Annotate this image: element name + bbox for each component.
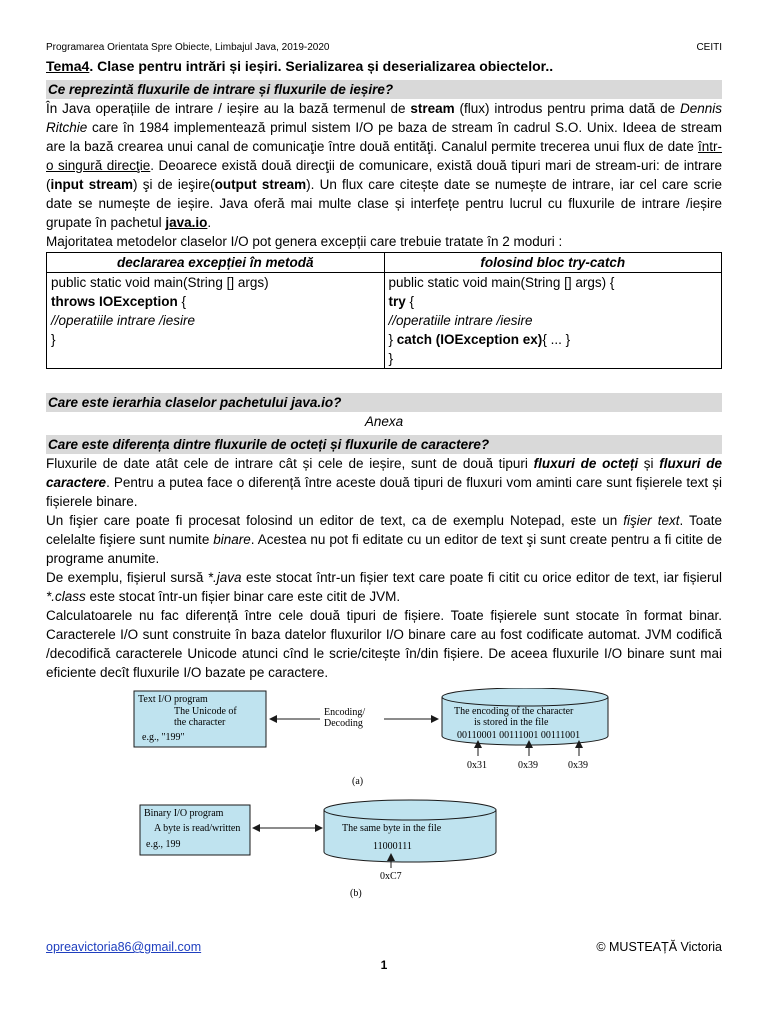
encoding-label-1: Encoding/ (324, 707, 366, 718)
text-io-line1: The Unicode of (174, 706, 237, 717)
title-text: . Clase pentru intrări și ieșiri. Serializarea și deserializarea obiectelor.. (89, 58, 554, 74)
table-header-try-catch: folosind bloc try-catch (384, 253, 722, 273)
text-run-bold: output stream (214, 177, 307, 192)
text-run-italic: Dennis Ritchie (46, 101, 723, 135)
text-io-example: e.g., "199" (142, 732, 185, 743)
io-diagram (46, 688, 722, 903)
code-text: { (177, 294, 187, 309)
table-cell-try-catch (384, 273, 722, 369)
text-io-title: Text I/O program (138, 694, 208, 705)
binary-io-line1: A byte is read/written (154, 823, 241, 834)
caption-b: (b) (350, 888, 362, 899)
text-run: și (638, 456, 660, 471)
hex-label-1: 0x31 (467, 760, 487, 771)
document-page (46, 42, 722, 903)
text-run: De exemplu, fișierul sursă (46, 570, 208, 585)
tema-label: Tema4 (46, 58, 90, 74)
document-title (46, 58, 722, 78)
code-line: } (51, 332, 56, 347)
text-run: . Deoarece există două direcţii de comunicare, există două tipuri mari de stream-uri: de intrare ( (46, 158, 722, 192)
question-heading-2: Care este ierarhia claselor pachetului java.io? (46, 393, 722, 412)
text-run: . (207, 215, 212, 230)
code-comment: //operatiile intrare /iesire (51, 313, 196, 328)
code-line (389, 330, 718, 349)
code-line: public static void main(String [] args) { (388, 275, 615, 290)
table-header-declaration: declararea excepției în metodă (47, 253, 385, 273)
page-footer (46, 940, 722, 954)
author-email-link[interactable]: opreavictoria86@gmail.com (46, 940, 202, 954)
code-comment: //operatiile intrare /iesire (388, 313, 533, 328)
text-file-cylinder-top (442, 688, 608, 706)
binary-file-bits: 11000111 (373, 841, 412, 852)
text-run-italic: binare (213, 532, 251, 547)
binary-file-cylinder-top (324, 800, 496, 820)
page-header (46, 42, 722, 56)
paragraph-text-files (46, 511, 722, 568)
hex-label-2: 0x39 (518, 760, 538, 771)
text-io-line2: the character (174, 717, 226, 728)
text-run-bold: input stream (50, 177, 133, 192)
text-run: care în 1984 implementează primul sistem I/O pe baza de stream în cadrul S.O. Unix. Ideea de stream are la bază crearea unui canal de comunicaţie între două entităţi. Canalul permite trecerea unui flux de date (46, 120, 722, 154)
text-run: Un fişier care poate fi procesat folosind un editor de text, ca de exemplu Notepad, este un (46, 513, 624, 528)
institution-name: CEITI (696, 42, 722, 53)
binary-file-line1: The same byte in the file (342, 823, 442, 834)
code-keyword: try (388, 294, 406, 309)
text-file-bits: 00110001 00111001 00111001 (457, 730, 581, 741)
text-run: este stocat într-un fișier text care poate fi citit cu orice editor de text, iar fișierul (241, 570, 723, 585)
code-text: } (388, 332, 397, 347)
code-line (51, 292, 380, 311)
text-run-bold-italic: fluxuri de octeți (533, 456, 639, 471)
text-run-bold: stream (410, 101, 455, 116)
text-file-line2: is stored in the file (474, 717, 549, 728)
code-line (389, 292, 718, 311)
paragraph-exceptions: Majoritatea metodelor claselor I/O pot genera excepții care trebuie tratate în 2 moduri : (46, 234, 563, 249)
table-cell-declaration (47, 273, 385, 369)
code-text: { ... } (542, 332, 571, 347)
binary-hex-label: 0xC7 (380, 871, 402, 882)
code-keyword: throws IOException (51, 294, 178, 309)
answer-anexa: Anexa (364, 414, 404, 429)
text-run-bold-italic: fluxuri de caractere (46, 456, 722, 490)
caption-a: (a) (352, 776, 364, 787)
text-run-underline: într-o singură direcţie (46, 139, 722, 173)
hex-label-3: 0x39 (568, 760, 588, 771)
binary-io-example: e.g., 199 (146, 839, 181, 850)
paragraph-example (46, 568, 722, 606)
text-run-italic: fişier text (623, 513, 680, 528)
paragraph-streams (46, 99, 722, 232)
text-run: . Acestea nu pot fi editate cu un editor de text şi sunt create pentru a fi citite de programe anumite. (46, 532, 723, 566)
text-run: ) şi de ieşire( (132, 177, 215, 192)
text-file-line1: The encoding of the character (454, 706, 574, 717)
io-figure (46, 688, 722, 903)
question-heading-3: Care este diferența dintre fluxurile de octeți și fluxurile de caractere? (46, 435, 722, 454)
author-name: © MUSTEAȚĂ Victoria (596, 940, 722, 954)
text-run: Fluxurile de date atât cele de intrare cât și cele de ieșire, sunt de două tipuri (46, 456, 534, 471)
course-name: Programarea Orientata Spre Obiecte, Limbajul Java, 2019-2020 (46, 42, 330, 53)
code-text: { (405, 294, 415, 309)
code-line: public static void main(String [] args) (51, 275, 269, 290)
text-run: În Java operațiile de intrare / ieșire au la bază termenul de (46, 101, 411, 116)
question-heading-1: Ce reprezintă fluxurile de intrare și fluxurile de ieșire? (46, 80, 722, 99)
code-keyword: catch (IOException ex) (396, 332, 543, 347)
text-run: este stocat într-un fișier binar care este citit de JVM. (85, 589, 401, 604)
binary-io-title: Binary I/O program (144, 808, 224, 819)
text-run: . Pentru a putea face o diferență între aceste două tipuri de fluxuri vom aminti care sunt fișierele text și fișierele binare. (46, 475, 722, 509)
paragraph-binary: Calculatoarele nu fac diferență între cele două tipuri de fișiere. Toate fișierele sunt stocate în format binar. Caracterele I/O sunt construite în baza datelor fluxurilor I/O binare care au fost codificate automat. JVM codifică /decodifică caracterele Unicode atunci cînd le scrie/citește în/din fișiere. De aceea fluxurile I/O binare sunt mai eficiente decît fluxurile I/O bazate pe caractere. (46, 608, 722, 680)
code-line: } (388, 351, 394, 366)
text-run: (flux) introdus pentru prima dată de (454, 101, 680, 116)
package-name: java.io (165, 215, 208, 230)
exceptions-table (46, 252, 722, 369)
text-run-italic: *.java (207, 570, 242, 585)
paragraph-stream-types (46, 454, 722, 511)
text-run: ). Un flux care citește date se numește de intrare, iar cel care scrie date se numește de ieșire. Java oferă mai multe clase și interfețe pentru lucrul cu fluxurile de intrare /ieșire grupate în pachetul (46, 177, 722, 230)
encoding-label-2: Decoding (324, 718, 363, 729)
text-run-italic: *.class (46, 589, 86, 604)
page-number: 1 (380, 958, 388, 972)
text-run: . Toate celelalte fişiere sunt numite (46, 513, 722, 547)
